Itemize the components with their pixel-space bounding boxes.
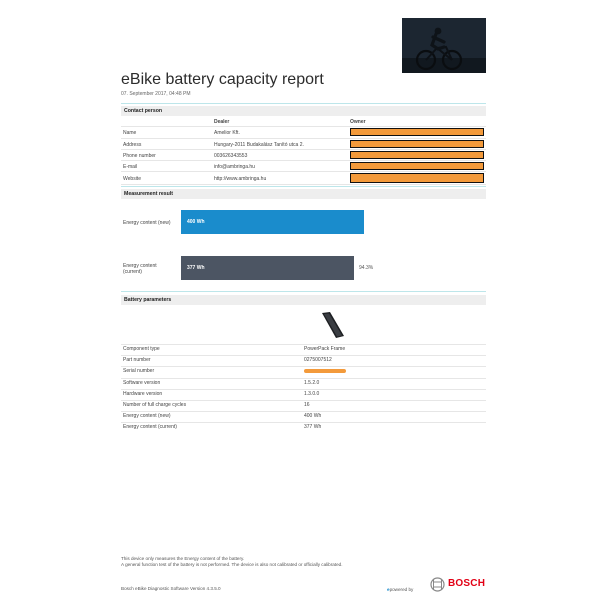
- powered-by: [387, 578, 413, 596]
- divider: [121, 171, 486, 172]
- energy-new-value: 400 Wh: [187, 219, 205, 225]
- contact-label-phone: Phone number: [123, 153, 156, 159]
- section-divider: [121, 186, 486, 187]
- page-title: eBike battery capacity report: [121, 71, 324, 88]
- measurement-section-title: Measurement result: [124, 191, 174, 197]
- divider: [121, 422, 486, 423]
- column-dealer: Dealer: [214, 119, 230, 125]
- powered-by-e: e: [387, 587, 390, 592]
- dealer-address: Hungary-2011 Budakalász Tanító utca 2.: [214, 142, 304, 148]
- contact-label-name: Name: [123, 130, 137, 136]
- dealer-name: Amelior Kft.: [214, 130, 240, 136]
- owner-address-redacted: [350, 140, 484, 148]
- footer-note-line2: A general function test of the battery is not performed. The device is also not calibrated or officially calibrated.: [121, 562, 343, 567]
- battery-param-label: Serial number: [123, 368, 155, 375]
- owner-email-redacted: [350, 162, 484, 170]
- section-divider: [121, 291, 486, 292]
- contact-label-address: Address: [123, 142, 142, 148]
- owner-website-redacted: [350, 173, 484, 183]
- contact-label-email: E-mail: [123, 164, 138, 170]
- dealer-phone: 003626343553: [214, 153, 248, 159]
- battery-param-label: Hardware version: [123, 390, 163, 397]
- measurement-section-header: [121, 189, 486, 199]
- contact-label-website: Website: [123, 176, 141, 182]
- owner-phone-redacted: [350, 151, 484, 159]
- owner-name-redacted: [350, 128, 484, 136]
- energy-current-percent: 94.3%: [359, 265, 374, 271]
- energy-current-label-line2: (current): [123, 269, 142, 275]
- battery-param-label: Part number: [123, 357, 151, 364]
- contact-section-header: [121, 106, 486, 116]
- dealer-email[interactable]: info@ambringa.hu: [214, 164, 255, 170]
- battery-section-header: [121, 295, 486, 305]
- software-version: Bosch eBike Diagnostic Software Version 4.3.5.0: [121, 586, 221, 591]
- battery-param-label: Software version: [123, 379, 161, 386]
- hero-photo: [402, 18, 486, 73]
- divider: [121, 149, 486, 150]
- footer-note-line1: This device only measures the Energy content of the battery.: [121, 556, 245, 561]
- powered-by-label: powered by: [389, 587, 414, 592]
- divider: [121, 160, 486, 161]
- battery-param-value: 377 Wh: [304, 424, 322, 431]
- divider: [121, 344, 486, 345]
- battery-param-label: Component type: [123, 346, 160, 352]
- energy-new-bar: [181, 210, 364, 234]
- battery-section-title: Battery parameters: [124, 297, 172, 303]
- contact-section-title: Contact person: [124, 108, 163, 114]
- divider: [121, 411, 486, 412]
- dealer-website[interactable]: http://www.ambringa.hu: [214, 176, 267, 182]
- battery-param-value: 0275007512: [304, 357, 332, 364]
- report-date: 07. September 2017, 04:48 PM: [121, 91, 191, 97]
- energy-current-value: 377 Wh: [187, 265, 205, 271]
- battery-param-label: Number of full charge cycles: [123, 402, 187, 408]
- divider: [121, 366, 486, 367]
- divider: [121, 138, 486, 139]
- column-owner: Owner: [350, 119, 366, 125]
- energy-new-label: Energy content (new): [123, 220, 171, 226]
- battery-param-value: 1.5.2.0: [304, 379, 320, 386]
- divider: [121, 126, 486, 127]
- battery-param-label: Energy content (current): [123, 424, 177, 431]
- energy-current-bar: [181, 256, 354, 280]
- battery-param-value: 400 Wh: [304, 413, 322, 420]
- bosch-brand: BOSCH: [448, 578, 486, 589]
- energy-current-label-line1: Energy content: [123, 263, 157, 269]
- serial-number-redacted: [304, 369, 346, 373]
- battery-param-value: 16: [304, 402, 310, 408]
- cyclist-image: [402, 18, 486, 73]
- divider: [121, 400, 486, 401]
- title-divider: [121, 103, 486, 104]
- battery-param-value: 1.3.0.0: [304, 390, 320, 397]
- divider: [121, 355, 486, 356]
- bosch-logo-icon: [430, 577, 445, 592]
- divider: [121, 184, 486, 185]
- battery-param-value: PowerPack Frame: [304, 346, 346, 352]
- divider: [121, 389, 486, 390]
- battery-param-label: Energy content (new): [123, 413, 171, 420]
- battery-icon: [318, 310, 348, 340]
- divider: [121, 378, 486, 379]
